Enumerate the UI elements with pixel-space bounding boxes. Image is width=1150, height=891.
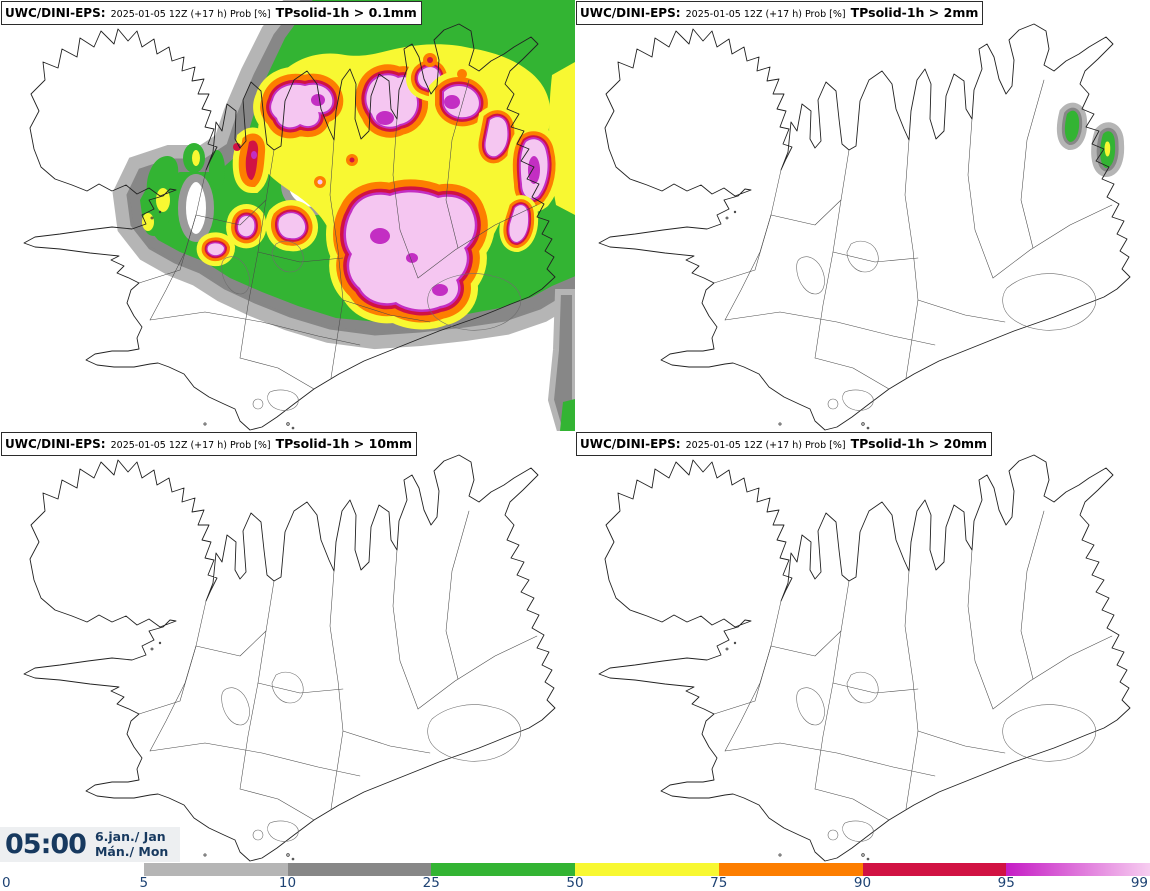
colorbar-label-5: 5 <box>139 875 149 891</box>
model-label: UWC/DINI-EPS: <box>5 437 106 451</box>
title-box-0p1mm <box>1 1 422 25</box>
title-box-20mm <box>576 432 992 456</box>
iceland-outline <box>24 455 555 861</box>
precipitation-field <box>128 0 575 431</box>
run-meta-label: 2025-01-05 12Z (+17 h) Prob [%] <box>110 440 271 451</box>
colorbar-label-75: 75 <box>710 875 728 891</box>
valid-time-stamp <box>0 827 180 862</box>
param-label: TPsolid-1h > 20mm <box>850 436 988 451</box>
run-meta-label: 2025-01-05 12Z (+17 h) Prob [%] <box>685 9 846 20</box>
colorbar-label-50: 50 <box>566 875 584 891</box>
colorbar-label-95: 95 <box>997 875 1015 891</box>
precipitation-field-small <box>1065 111 1115 168</box>
colorbar-label-90: 90 <box>853 875 872 891</box>
panel-prob-20mm <box>575 431 1150 862</box>
map-0p1mm <box>0 0 575 431</box>
panel-prob-10mm <box>0 431 575 862</box>
colorbar-labels <box>0 875 1150 891</box>
valid-time-label: 05:00 <box>5 829 86 860</box>
title-box-2mm <box>576 1 983 25</box>
iceland-outline <box>599 455 1130 861</box>
param-label: TPsolid-1h > 10mm <box>275 436 413 451</box>
colorbar-label-25: 25 <box>422 875 440 891</box>
iceland-outline <box>599 24 1130 430</box>
title-box-10mm <box>1 432 417 456</box>
valid-date-label <box>95 830 168 860</box>
panel-prob-0p1mm <box>0 0 575 431</box>
colorbar-label-99: 99 <box>1130 875 1148 891</box>
map-2mm <box>575 0 1150 431</box>
model-label: UWC/DINI-EPS: <box>580 6 681 20</box>
map-20mm <box>575 431 1150 862</box>
panel-prob-2mm <box>575 0 1150 431</box>
model-label: UWC/DINI-EPS: <box>580 437 681 451</box>
map-10mm <box>0 431 575 862</box>
valid-date-top: 6.jan./ Jan <box>94 828 166 844</box>
valid-date-bottom: Mán./ Mon <box>94 843 169 859</box>
model-label: UWC/DINI-EPS: <box>5 6 106 20</box>
run-meta-label: 2025-01-05 12Z (+17 h) Prob [%] <box>110 9 271 20</box>
colorbar-label-10: 10 <box>278 875 297 891</box>
colorbar-label-0: 0 <box>2 875 11 891</box>
run-meta-label: 2025-01-05 12Z (+17 h) Prob [%] <box>685 440 846 451</box>
param-label: TPsolid-1h > 0.1mm <box>275 5 417 20</box>
param-label: TPsolid-1h > 2mm <box>850 5 979 20</box>
